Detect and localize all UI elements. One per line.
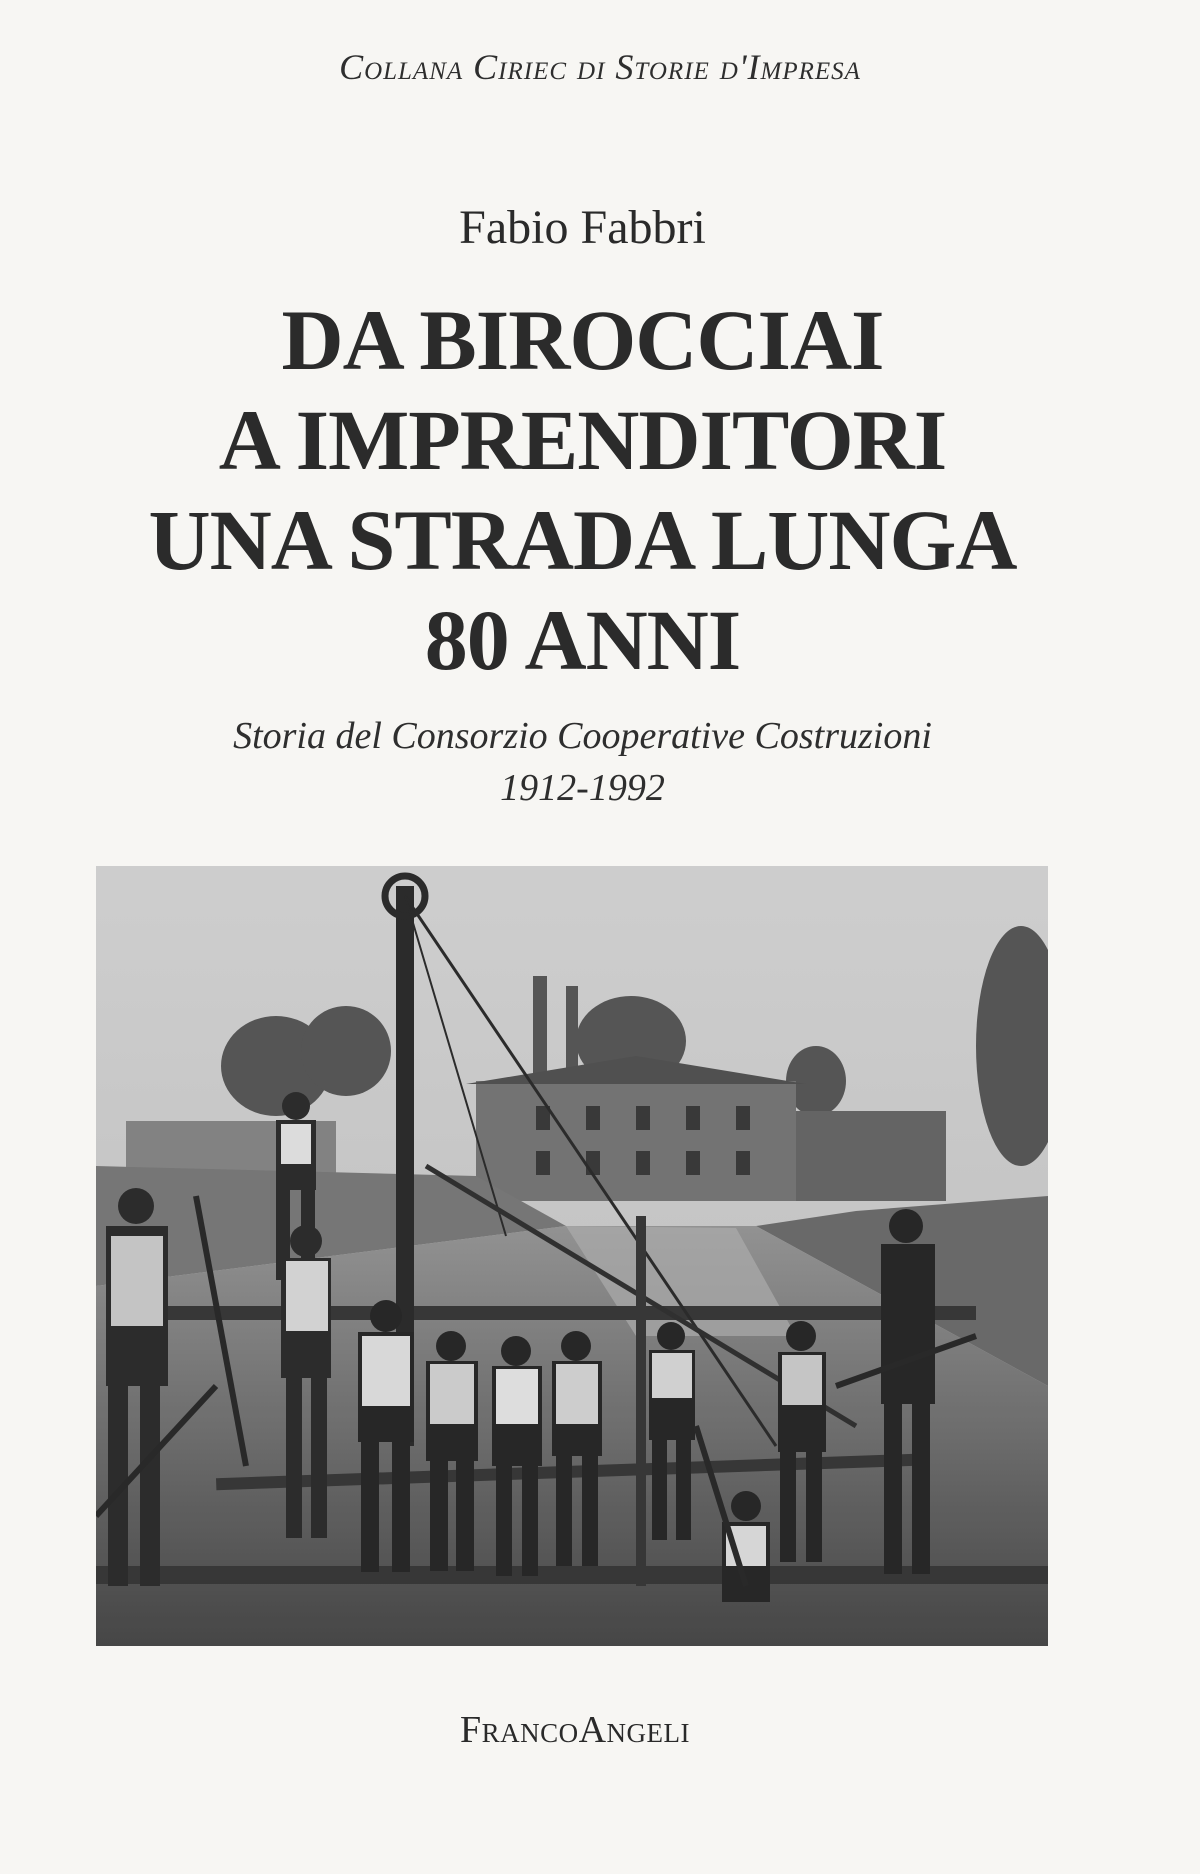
title-line-2: A IMPRENDITORI <box>218 392 947 488</box>
subtitle-years: 1912-1992 <box>500 767 665 809</box>
book-title <box>0 290 1165 690</box>
subtitle-line-1: Storia del Consorzio Cooperative Costruzioni <box>233 715 932 757</box>
series-name: Collana Ciriec di Storie d'Impresa <box>339 47 861 87</box>
cover-photograph <box>96 866 1048 1646</box>
title-line-1: DA BIROCCIAI <box>281 292 884 388</box>
publisher-name: FrancoAngeli <box>459 1709 691 1751</box>
author-name: Fabio Fabbri <box>459 201 706 254</box>
title-line-4: 80 ANNI <box>424 592 741 688</box>
title-line-3: UNA STRADA LUNGA <box>148 492 1017 588</box>
book-subtitle <box>0 710 1165 814</box>
construction-site-photo <box>96 866 1048 1646</box>
